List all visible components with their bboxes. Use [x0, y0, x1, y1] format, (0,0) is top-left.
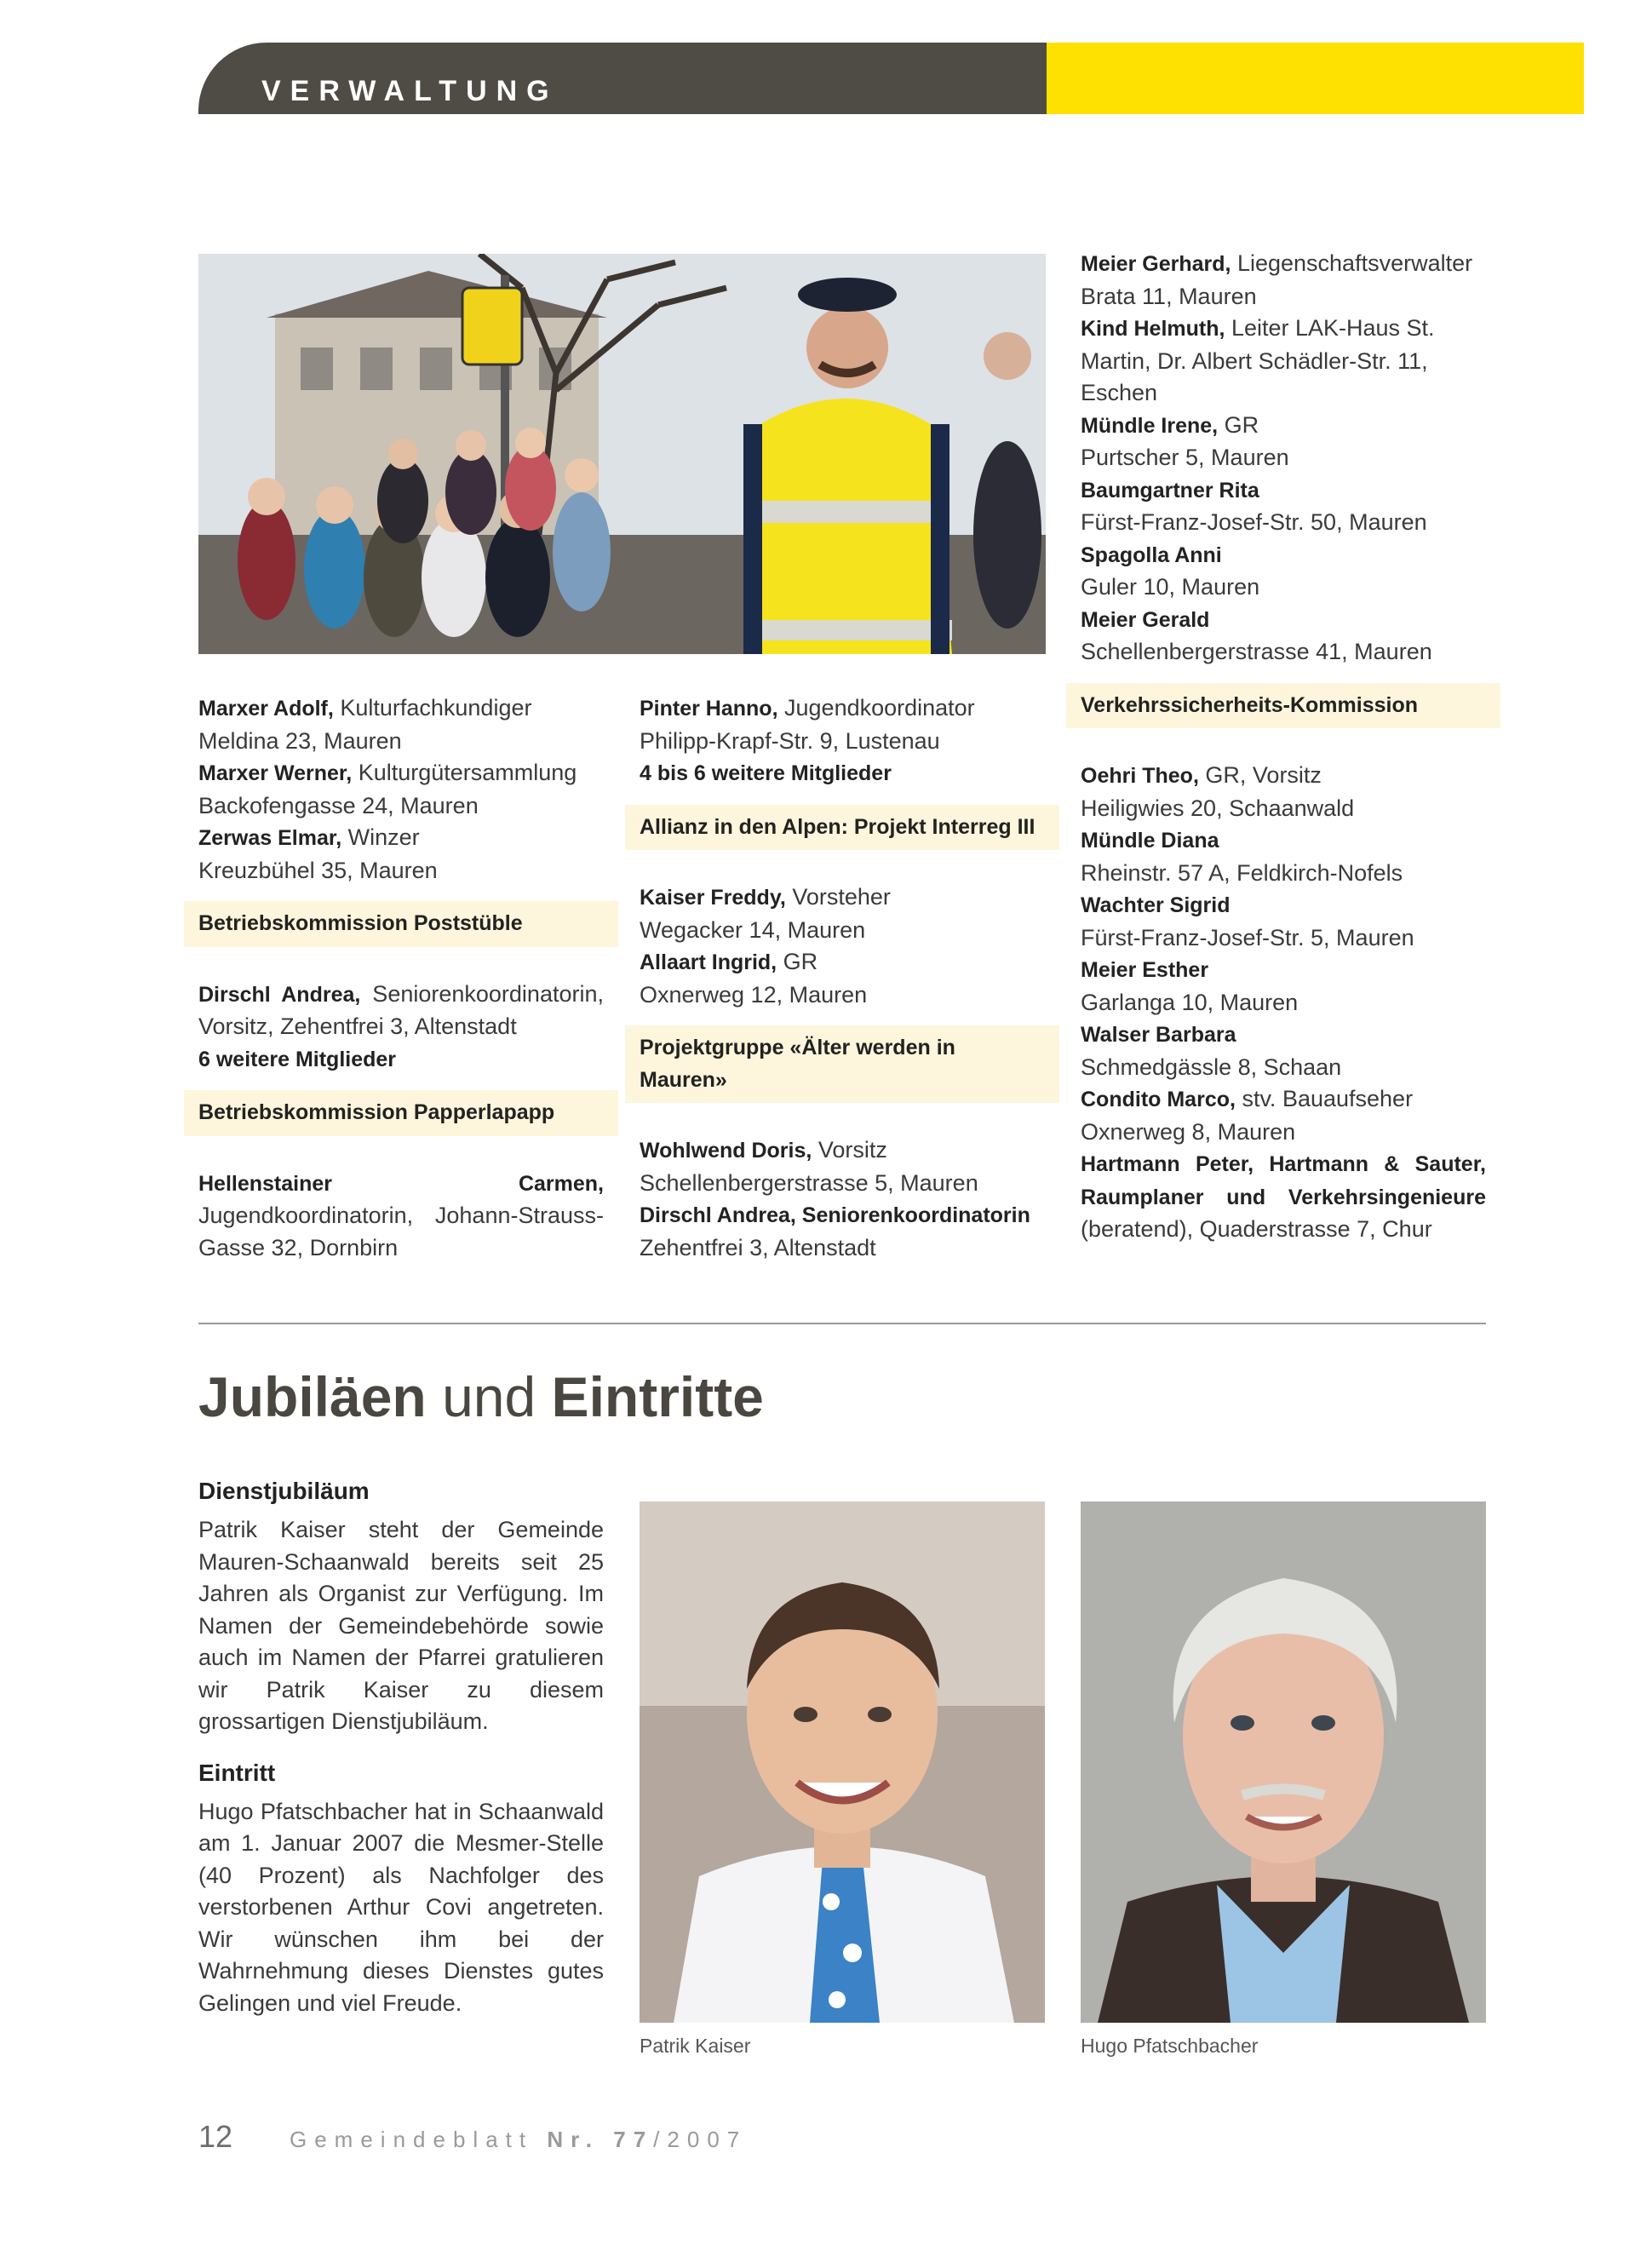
- member-role: GR: [1218, 411, 1259, 438]
- member-role: Liegenschaftsverwalter: [1231, 250, 1473, 276]
- member-name: Zerwas Elmar,: [198, 826, 342, 850]
- member-address: Zehentfrei 3, Altenstadt: [640, 1234, 876, 1260]
- photo-caption: Patrik Kaiser: [640, 2035, 751, 2057]
- member-name: Wohlwend Doris,: [640, 1139, 812, 1163]
- group-photo: [198, 254, 1046, 654]
- column-2: [640, 692, 1045, 1264]
- member-entry: [198, 1168, 604, 1265]
- member-role: Winzer: [341, 824, 420, 850]
- member-name: Hartmann Peter, Hartmann & Sauter, Raumplaner und Verkehrsingenieure: [1081, 1152, 1486, 1209]
- member-address: Garlanga 10, Mauren: [1081, 989, 1299, 1015]
- member-name: Allaart Ingrid,: [640, 950, 777, 974]
- member-name: Kind Helmuth,: [1081, 317, 1225, 341]
- section-title: VERWALTUNG: [261, 75, 559, 107]
- member-role: Jugendkoordinatorin, Johann-Strauss-Gasse 32, Dornbirn: [198, 1203, 604, 1260]
- member-address: Fürst-Franz-Josef-Str. 50, Mauren: [1081, 509, 1427, 535]
- heading-part: Eintritte: [551, 1365, 764, 1428]
- member-name: Condito Marco,: [1081, 1088, 1236, 1111]
- member-role: (beratend), Quaderstrasse 7, Chur: [1081, 1216, 1432, 1242]
- member-role: Leiter LAK-Haus St. Martin, Dr. Albert Schädler-Str. 11, Eschen: [1081, 315, 1435, 405]
- member-name: Mündle Irene,: [1081, 413, 1219, 438]
- section-divider: [198, 1323, 1486, 1324]
- member-address: Backofengasse 24, Mauren: [198, 792, 479, 818]
- issue-number: Nr. 77: [547, 2127, 654, 2152]
- member-address: Brata 11, Mauren: [1081, 283, 1257, 309]
- member-name: Dirschl Andrea,: [198, 982, 361, 1007]
- paragraph: Patrik Kaiser steht der Gemeinde Mauren-Schaanwald bereits seit 25 Jahren als Organist zur Verfügung. Im Namen der Gemeindebehörde sowie auch im Namen der Pfarrei gratulieren wir Patrik Kaiser zu diesem grossartigen Dienstjubiläum.: [198, 1517, 604, 1734]
- member-name: Pinter Hanno,: [640, 697, 778, 721]
- member-address: Philipp-Krapf-Str. 9, Lustenau: [640, 727, 940, 754]
- member-name: Spagolla Anni: [1081, 543, 1222, 567]
- member-address: Oxnerweg 8, Mauren: [1081, 1118, 1296, 1145]
- member-address: Wegacker 14, Mauren: [640, 916, 866, 943]
- member-name: Kaiser Freddy,: [640, 886, 786, 910]
- member-list-1: [198, 692, 604, 887]
- committee-heading: Allianz in den Alpen: Projekt Interreg III: [625, 805, 1059, 851]
- member-role: Seniorenkoordinatorin, Vorsitz, Zehentfrei 3, Altenstadt: [198, 980, 604, 1039]
- member-name: Meier Esther: [1081, 958, 1209, 982]
- member-address: Kreuzbühel 35, Mauren: [198, 857, 438, 883]
- heading-part: und: [426, 1365, 552, 1428]
- member-list: [1081, 248, 1486, 669]
- photo-caption: Hugo Pfatschbacher: [1081, 2035, 1259, 2057]
- member-address: Heiligwies 20, Schaanwald: [1081, 795, 1355, 821]
- member-role: GR, Vorsitz: [1198, 762, 1322, 788]
- section-heading: [198, 1363, 764, 1431]
- member-name: Oehri Theo,: [1081, 764, 1199, 788]
- portrait-photo: [640, 1501, 1045, 2023]
- portrait-illustration: [640, 1501, 1045, 2023]
- member-address: Purtscher 5, Mauren: [1081, 445, 1289, 470]
- portrait-illustration: [1081, 1501, 1486, 2023]
- member-role: Kulturgütersammlung: [352, 760, 577, 785]
- column-1: [198, 692, 604, 1264]
- magazine-name: Gemeindeblatt: [290, 2127, 534, 2152]
- paragraph: Hugo Pfatschbacher hat in Schaanwald am 1. Januar 2007 die Mesmer-Stelle (40 Prozent) als Nachfolger des verstorbenen Arthur Covi angetreten. Wir wünschen ihm bei der Wahrnehmung dieses Dienstes gutes Gelingen und viel Freude.: [198, 1798, 604, 2016]
- page-number: 12: [198, 2119, 233, 2154]
- group-photo-illustration: [198, 254, 1046, 654]
- member-entry: [198, 979, 604, 1077]
- member-name: Marxer Adolf,: [198, 697, 334, 721]
- member-role: stv. Bauaufseher: [1235, 1086, 1414, 1111]
- member-count: 4 bis 6 weitere Mitglieder: [640, 761, 892, 785]
- subheading: Eintritt: [198, 1759, 276, 1786]
- member-name: Wachter Sigrid: [1081, 893, 1231, 917]
- column-3: [1081, 248, 1486, 1246]
- header-accent: [1047, 43, 1584, 114]
- committee-heading: Betriebskommission Papperlapapp: [184, 1090, 618, 1136]
- committee-heading: Projektgruppe «Älter werden in Mauren»: [625, 1025, 1059, 1103]
- member-name: Meier Gerhard,: [1081, 252, 1231, 276]
- member-name: Baumgartner Rita: [1081, 478, 1259, 502]
- member-entry: [640, 692, 1045, 790]
- subheading: Dienstjubiläum: [198, 1478, 370, 1504]
- member-address: Meldina 23, Mauren: [198, 727, 402, 754]
- member-role: Vorsteher: [785, 884, 891, 910]
- member-address: Rheinstr. 57 A, Feldkirch-Nofels: [1081, 859, 1403, 886]
- member-address: Guler 10, Mauren: [1081, 574, 1260, 600]
- member-name: Marxer Werner,: [198, 761, 353, 785]
- member-address: Schmedgässle 8, Schaan: [1081, 1054, 1342, 1080]
- member-count: 6 weitere Mitglieder: [198, 1047, 397, 1071]
- member-list: [1081, 760, 1486, 1148]
- member-name: Hellenstainer Carmen,: [198, 1171, 604, 1196]
- publication-title: [290, 2127, 747, 2152]
- article-body: [198, 1475, 604, 2038]
- member-role: Kulturfachkundiger: [333, 695, 532, 721]
- member-role: Jugendkoordinator: [777, 695, 975, 721]
- member-address: Oxnerweg 12, Mauren: [640, 981, 868, 1008]
- member-address: Fürst-Franz-Josef-Str. 5, Mauren: [1081, 924, 1414, 950]
- member-role: GR: [777, 949, 818, 974]
- member-address: Schellenbergerstrasse 5, Mauren: [640, 1169, 978, 1196]
- member-name: Dirschl Andrea, Seniorenkoordinatorin: [640, 1203, 1030, 1227]
- member-entry: [1081, 1148, 1486, 1246]
- member-list: [640, 881, 1045, 1011]
- committee-heading: Verkehrssicherheits-Kommission: [1066, 683, 1500, 729]
- heading-part: Jubiläen: [198, 1365, 427, 1428]
- committee-heading: Betriebskommission Poststüble: [184, 901, 618, 947]
- member-name: Walser Barbara: [1081, 1023, 1236, 1047]
- member-list: [640, 1134, 1045, 1264]
- issue-year: /2007: [653, 2127, 748, 2152]
- member-address: Schellenbergerstrasse 41, Mauren: [1081, 639, 1432, 664]
- portrait-photo: [1081, 1501, 1486, 2023]
- member-role: Vorsitz: [812, 1137, 887, 1163]
- member-name: Meier Gerald: [1081, 607, 1210, 632]
- member-name: Mündle Diana: [1081, 829, 1219, 853]
